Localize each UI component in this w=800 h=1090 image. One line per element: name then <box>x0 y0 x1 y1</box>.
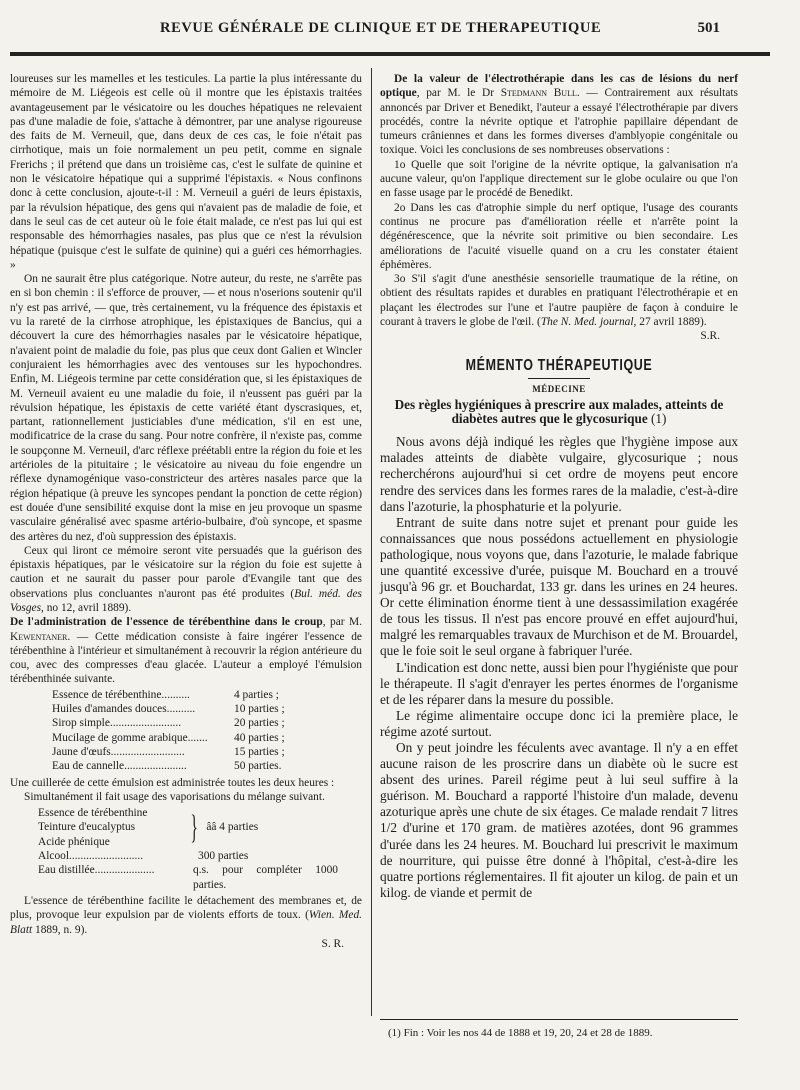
column-divider <box>371 68 372 1016</box>
recipe-row: Essence de térébenthine.......... 4 parties ; <box>52 688 279 701</box>
page-number: 501 <box>697 20 720 36</box>
paragraph: On ne saurait être plus catégorique. Notre auteur, du reste, ne s'arrête pas en si bon chemin : il s'efforce de prouver, — et nous n'oserions soutenir qu'il n'y est pas arrivé, — que, très certainement, vu la fréquence des épistaxis et vu la rareté de la cirrhose atrophique, les épistaxiques de Bancius, qui a découvert la cure des hémorrhagies nasales par le vésicatoire hépatique, n'avaient point de maladie du foie, pas plus que ceux dont Galien et Wincler conjuraient les hémorrhagies avec des ventouses sur les hypochondres. Enfin, M. Liégeois termine par cette considération que, si les épistaxiques de M. Verneuil avaient eu une maladie du foie, il n'eussent pas guéri par la révulsion hépatique, les épistaxis de cette variété étant dyscrasiques, et, partant, rationnellement justiciables d'une médication, s'il en est une, modificatrice de la crase du sang. Pour notre confrère, il n'existe pas, comme le soupçonne M. Verneuil, d'arc réflexe préétabli entre la région du foie et les artérioles de la pituitaire ; le vésicatoire au niveau du foie engendre un réflexe dynamogénique vaso-constricteur des artères nasales parce que la région hépatique (à preuve les syncopes pendant la ponction de cette région) est douée d'une sensibilité exquise dont la mise en jeu provoque un spasme vasculaire généralisé avec spasme artério-bulbaire, d'où syncope, et spasme des artères du nez, d'où suppression des épistaxis. <box>10 273 362 543</box>
recipe-row: Huiles d'amandes douces.......... 10 parties ; <box>52 703 285 716</box>
paragraph: L'essence de térébenthine facilite le détachement des membranes et, de plus, provoque leur expulsion par de violents efforts de toux. (Wien. Med. Blatt 1889, n. 9). <box>10 894 362 936</box>
conclusion-item: 2o Dans les cas d'atrophie simple du nerf optique, l'usage des courants continus ne procure pas d'amélioration réelle et n'arrête point la dégénérescence, que la névrite soit primitive ou bien secondaire. Les améliorations de l'acuité visuelle quand on a cru les constater étaient éphémères. <box>380 201 738 271</box>
left-column <box>10 72 362 951</box>
recipe-group: Essence de térébenthine Teinture d'eucalyptus Acide phénique } ââ 4 parties <box>38 807 259 848</box>
conclusion-item: 1o Quelle que soit l'origine de la névrite optique, la galvanisation n'a aucune valeur, qu'on l'applique directement sur le globe oculaire ou que l'on en fasse usage par le procédé de Benedikt. <box>380 158 738 200</box>
paragraph: L'indication est donc nette, aussi bien pour l'hygiéniste que pour le thérapeute. Il s'agit d'enrayer les pertes énormes de l'organisme et de les réparer dans la mesure du possible. <box>380 659 738 707</box>
author-name: Kewentaner <box>10 630 68 643</box>
article-title: De la valeur de l'électrothérapie dans les cas de lésions du nerf optique <box>380 73 738 100</box>
article-title: De l'administration de l'essence de térébenthine dans le croup <box>10 616 323 629</box>
paragraph: Nous avons déjà indiqué les règles que l'hygiène impose aux malades atteints de diabète vulgaire, glycosurique ; nous recherchérons aujourd'hui si cet ordre de moyens peut encore rendre des services dans les formes rares de la maladie, c'est-à-dire dans l'azoturie, la phosphaturie et la polyurie. <box>380 434 738 514</box>
conclusion-item: 3o S'il s'agit d'une anesthésie sensorielle traumatique de la rétine, on obtient des résultats rapides et durables en pratiquant l'électrothérapie et en plaçant les électrodes sur l'une et l'autre paupière de façon à conduire le courant à travers le globe de l'œil. (The N. Med. journal, 27 avril 1889). <box>380 273 738 329</box>
journal-title: REVUE GÉNÉRALE DE CLINIQUE ET DE THERAPEUTIQUE <box>160 20 602 36</box>
section-heading <box>380 355 738 397</box>
paragraph: Entrant de suite dans notre sujet et prenant pour guide les connaissances que nous possédons actuellement en physiologie pathologique, nous voyons que, dans l'azoturie, le malade fabrique une quantité excessive d'urée, puisque M. Bouchard en a trouvé jusqu'à 96 gr. et Bouchardat, 133 gr. dans les urines en 24 heures. Or cette élimination énorme tient à une dessassimilation exagérée de tous les tissus. Il n'est pas encore prouvé en effet aujourd'hui, malgré les remarquables travaux de Murchison et de M. Brouardel, que le foie soit le seul organe à fabriquer l'urée. <box>380 514 738 659</box>
article-paragraph: De l'administration de l'essence de térébenthine dans le croup, par M. Kewentaner. — Cette médication consiste à faire ingérer l'essence de térébenthine à l'intérieur et simultanément à recouvrir la région antérieure du cou, avec des compresses d'eau glacée. L'auteur a employé l'émulsion térébenthinée suivante. <box>10 616 362 686</box>
header-rule <box>10 52 770 56</box>
right-column <box>380 72 738 901</box>
paragraph: On y peut joindre les féculents avec avantage. Il n'y a en effet aucune raison de les proscrire dans un diabète où le sucre est absent des urines. Pareil régime peut à lui seul suffire à la guérison. M. Bouchard a rapporté l'histoire d'un malade, devenu azoturique après une chute de six étages. Ce malade rendait 7 litres 1/2 d'urine et 170 gram. de matières azotées, dont 96 grammes d'urée dans les 24 heures. M. Bouchard lui prescrivit le maximum de nourriture, qui puisse être donné à l'hôpital, c'est-à-dire les quatre portions réglementaires. Il fit ajouter un kilog. de pain et un kilog. de viande et permit de <box>380 740 738 900</box>
article-main-title: Des règles hygiéniques à prescrire aux malades, atteints de diabètes autres que le glycosurique (1) <box>394 397 724 427</box>
article-body <box>380 434 738 901</box>
paragraph: Simultanément il fait usage des vaporisations du mélange suivant. <box>24 790 325 803</box>
article-paragraph: De la valeur de l'électrothérapie dans les cas de lésions du nerf optique, par M. le Dr Stedmann Bull. — Contrairement aux résultats annoncés par Driver et Benedikt, l'auteur a essayé l'électrothérapie par divers procédés, contre la névrite optique et l'atrophie papillaire dépendant de tumeurs crâniennes et dans les formes diverses d'amblyopie congénitale ou toxique. Voici les conclusions de ses nombreuses observations : <box>380 73 738 157</box>
heading-rule <box>528 378 590 379</box>
source-citation: Wien. Med. Blatt <box>10 909 362 936</box>
recipe-emulsion <box>52 688 312 774</box>
running-header <box>0 18 800 44</box>
footnote: (1) Fin : Voir les nos 44 de 1888 et 19, 20, 24 et 28 de 1889. <box>388 1027 653 1039</box>
recipe-vaporisation <box>38 806 338 892</box>
recipe-row: Eau distillée..................... q.s. pour compléter 1000 parties. <box>38 864 338 891</box>
author-name: Stedmann Bull <box>500 87 577 100</box>
footnote-rule <box>380 1019 738 1020</box>
source-citation: The N. Med. journal <box>540 316 634 329</box>
signature: S.R. <box>700 330 720 343</box>
source-citation: Bul. méd. des Vosges <box>10 587 362 614</box>
memento-title: MÉMENTO THÉRAPEUTIQUE <box>465 355 653 374</box>
recipe-row: Sirop simple......................... 20 parties ; <box>52 717 285 730</box>
recipe-row: Eau de cannelle...................... 50 parties. <box>52 760 282 773</box>
signature: S. R. <box>321 937 344 950</box>
section-subheading: MÉDECINE <box>532 383 586 394</box>
brace-symbol: } <box>190 808 198 846</box>
paragraph: Ceux qui liront ce mémoire seront vite persuadés que la guérison des épistaxis hépatiques, par le vésicatoire sur la région du foie est sujette à caution et ne saurait du passer pour parole d'Evangile tant que des observations plus concluantes n'auront pas été produites (Bul. méd. des Vosges, no 12, avril 1889). <box>10 544 362 614</box>
paragraph: Le régime alimentaire occupe donc ici la première place, le régime azoté surtout. <box>380 707 738 739</box>
recipe-row: Jaune d'œufs.......................... 15 parties ; <box>52 745 285 758</box>
recipe-row: Mucilage de gomme arabique....... 40 parties ; <box>52 731 285 744</box>
recipe-row: Alcool.......................... 300 parties <box>38 850 249 863</box>
paragraph: Une cuillerée de cette émulsion est administrée toutes les deux heures : <box>10 776 335 789</box>
paragraph: loureuses sur les mamelles et les testicules. La partie la plus intéressante du mémoire de M. Liégeois est celle où il montre que les épistaxis traitées avantageusement par le vésicatoire ou les douches hépatiques ne relevaient pas d'une maladie de foie, s'attache à démontrer, par une analyse rigoureuse des faits de M. Verneuil, que, dans deux de ces cas, le foie n'était pas cirrhotique, mais un foie normalement un peu petit, comme en signale Frerichs ; il prétend que dans un troisième cas, c'est le sulfate de quinine et non le vésicatoire hépatique qui a supprimé l'épistaxis. « Nous confinons donc à cette conclusion, ajoute-t-il : M. Verneuil a guéri de leurs épistaxis, par la révulsion hépatique, des gens qui n'avaient pas de maladie de foie, et dans le seul cas de cet auteur où le foie était malade, ce n'est pas lui qui est responsable des hémorrhagies nasales, pas plus que ce n'est la révulsion hépatique (puisque c'est le sulfate de quinine) qui a guéri ces hémorrhagies. » <box>10 73 362 271</box>
